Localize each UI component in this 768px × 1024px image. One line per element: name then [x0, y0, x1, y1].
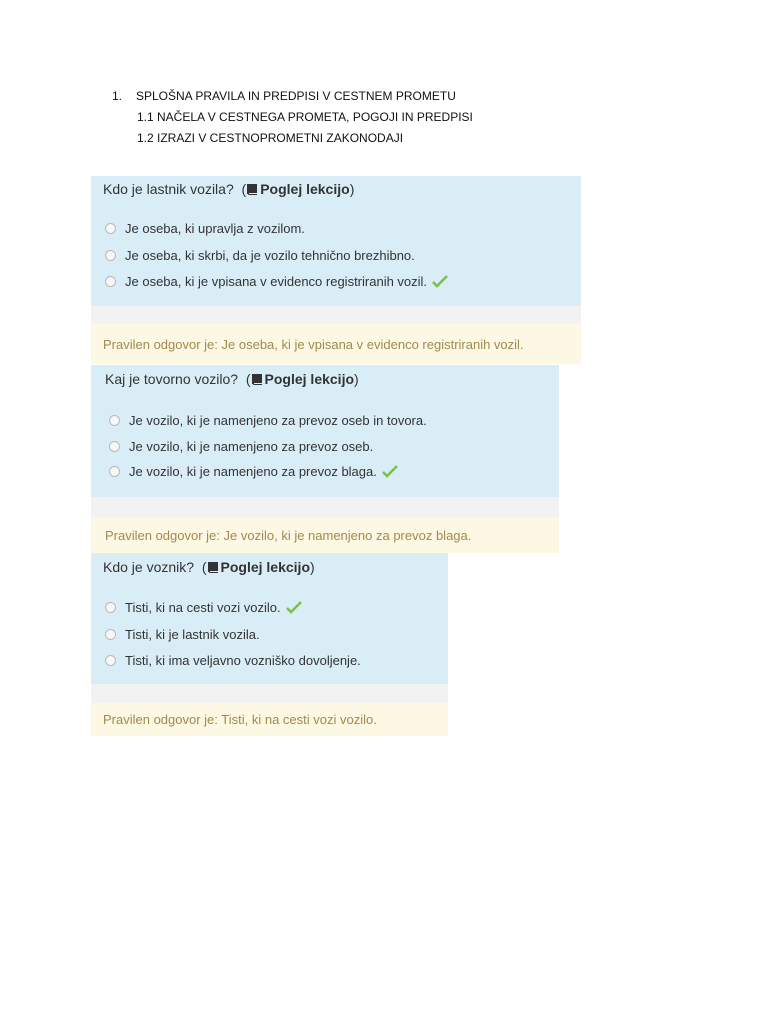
- radio-button[interactable]: [105, 629, 116, 640]
- spacer: [91, 497, 559, 517]
- option-item[interactable]: [109, 413, 427, 428]
- radio-button[interactable]: [105, 276, 116, 287]
- radio-button[interactable]: [109, 415, 120, 426]
- correct-answer-banner: [91, 324, 581, 364]
- book-icon: [251, 374, 263, 385]
- option-label: Je vozilo, ki je namenjeno za prevoz blaga.: [129, 464, 377, 479]
- radio-button[interactable]: [105, 602, 116, 613]
- heading-title: SPLOŠNA PRAVILA IN PREDPISI V CESTNEM PROMETU: [136, 89, 456, 103]
- quiz-card: [91, 176, 581, 364]
- lesson-link[interactable]: Poglej lekcijo: [220, 559, 310, 575]
- heading-number: 1.: [112, 89, 123, 103]
- heading-main: [112, 86, 473, 107]
- correct-answer-text: Pravilen odgovor je: Je vozilo, ki je namenjeno za prevoz blaga.: [105, 527, 472, 543]
- document-heading: [112, 86, 473, 149]
- radio-button[interactable]: [109, 441, 120, 452]
- option-label: Je vozilo, ki je namenjeno za prevoz oseb in tovora.: [129, 413, 427, 428]
- option-item[interactable]: [109, 464, 398, 479]
- lesson-link-wrapper[interactable]: ( Poglej lekcijo): [197, 559, 315, 575]
- quiz-question-panel: [91, 176, 581, 306]
- question-text: Kdo je lastnik vozila?: [103, 181, 234, 197]
- correct-answer-banner: [91, 517, 559, 553]
- quiz-question: [105, 371, 359, 387]
- lesson-link-wrapper[interactable]: ( Poglej lekcijo): [241, 371, 359, 387]
- option-item[interactable]: [105, 274, 448, 289]
- radio-button[interactable]: [105, 223, 116, 234]
- lesson-link[interactable]: Poglej lekcijo: [260, 181, 350, 197]
- option-label: Tisti, ki na cesti vozi vozilo.: [125, 600, 281, 615]
- book-icon: [246, 184, 258, 195]
- question-text: Kdo je voznik?: [103, 559, 195, 575]
- quiz-card: [91, 553, 448, 736]
- correct-answer-text: Pravilen odgovor je: Tisti, ki na cesti vozi vozilo.: [103, 712, 377, 727]
- option-item[interactable]: [105, 600, 302, 615]
- lesson-link[interactable]: Poglej lekcijo: [264, 371, 355, 387]
- heading-sub-1: 1.1 NAČELA V CESTNEGA PROMETA, POGOJI IN PREDPISI: [137, 110, 473, 124]
- correct-answer-text: Pravilen odgovor je: Je oseba, ki je vpisana v evidenco registriranih vozil.: [103, 336, 524, 352]
- option-item[interactable]: [105, 627, 260, 642]
- option-label: Je vozilo, ki je namenjeno za prevoz oseb.: [129, 439, 374, 454]
- spacer: [91, 306, 581, 324]
- lesson-link-wrapper[interactable]: ( Poglej lekcijo): [237, 181, 355, 197]
- quiz-card: [91, 365, 559, 553]
- option-label: Je oseba, ki upravlja z vozilom.: [125, 221, 305, 236]
- checkmark-icon: [432, 275, 448, 288]
- option-item[interactable]: [105, 221, 305, 236]
- option-item[interactable]: [105, 248, 415, 263]
- heading-sub-2: 1.2 IZRAZI V CESTNOPROMETNI ZAKONODAJI: [137, 131, 404, 145]
- radio-button[interactable]: [105, 250, 116, 261]
- quiz-question-panel: [91, 365, 559, 497]
- option-item[interactable]: [109, 439, 373, 454]
- radio-button[interactable]: [109, 466, 120, 477]
- quiz-question-panel: [91, 553, 448, 684]
- quiz-question: [103, 559, 315, 575]
- correct-answer-banner: [91, 703, 448, 736]
- checkmark-icon: [286, 601, 302, 614]
- spacer: [91, 684, 448, 703]
- option-item[interactable]: [105, 653, 361, 668]
- option-label: Tisti, ki je lastnik vozila.: [125, 627, 260, 642]
- option-label: Je oseba, ki je vpisana v evidenco registriranih vozil.: [125, 274, 428, 289]
- radio-button[interactable]: [105, 655, 116, 666]
- option-label: Je oseba, ki skrbi, da je vozilo tehnično brezhibno.: [125, 248, 415, 263]
- quiz-question: [103, 181, 354, 197]
- option-label: Tisti, ki ima veljavno vozniško dovoljenje.: [125, 653, 361, 668]
- book-icon: [207, 562, 219, 573]
- checkmark-icon: [382, 465, 398, 478]
- question-text: Kaj je tovorno vozilo?: [105, 371, 239, 387]
